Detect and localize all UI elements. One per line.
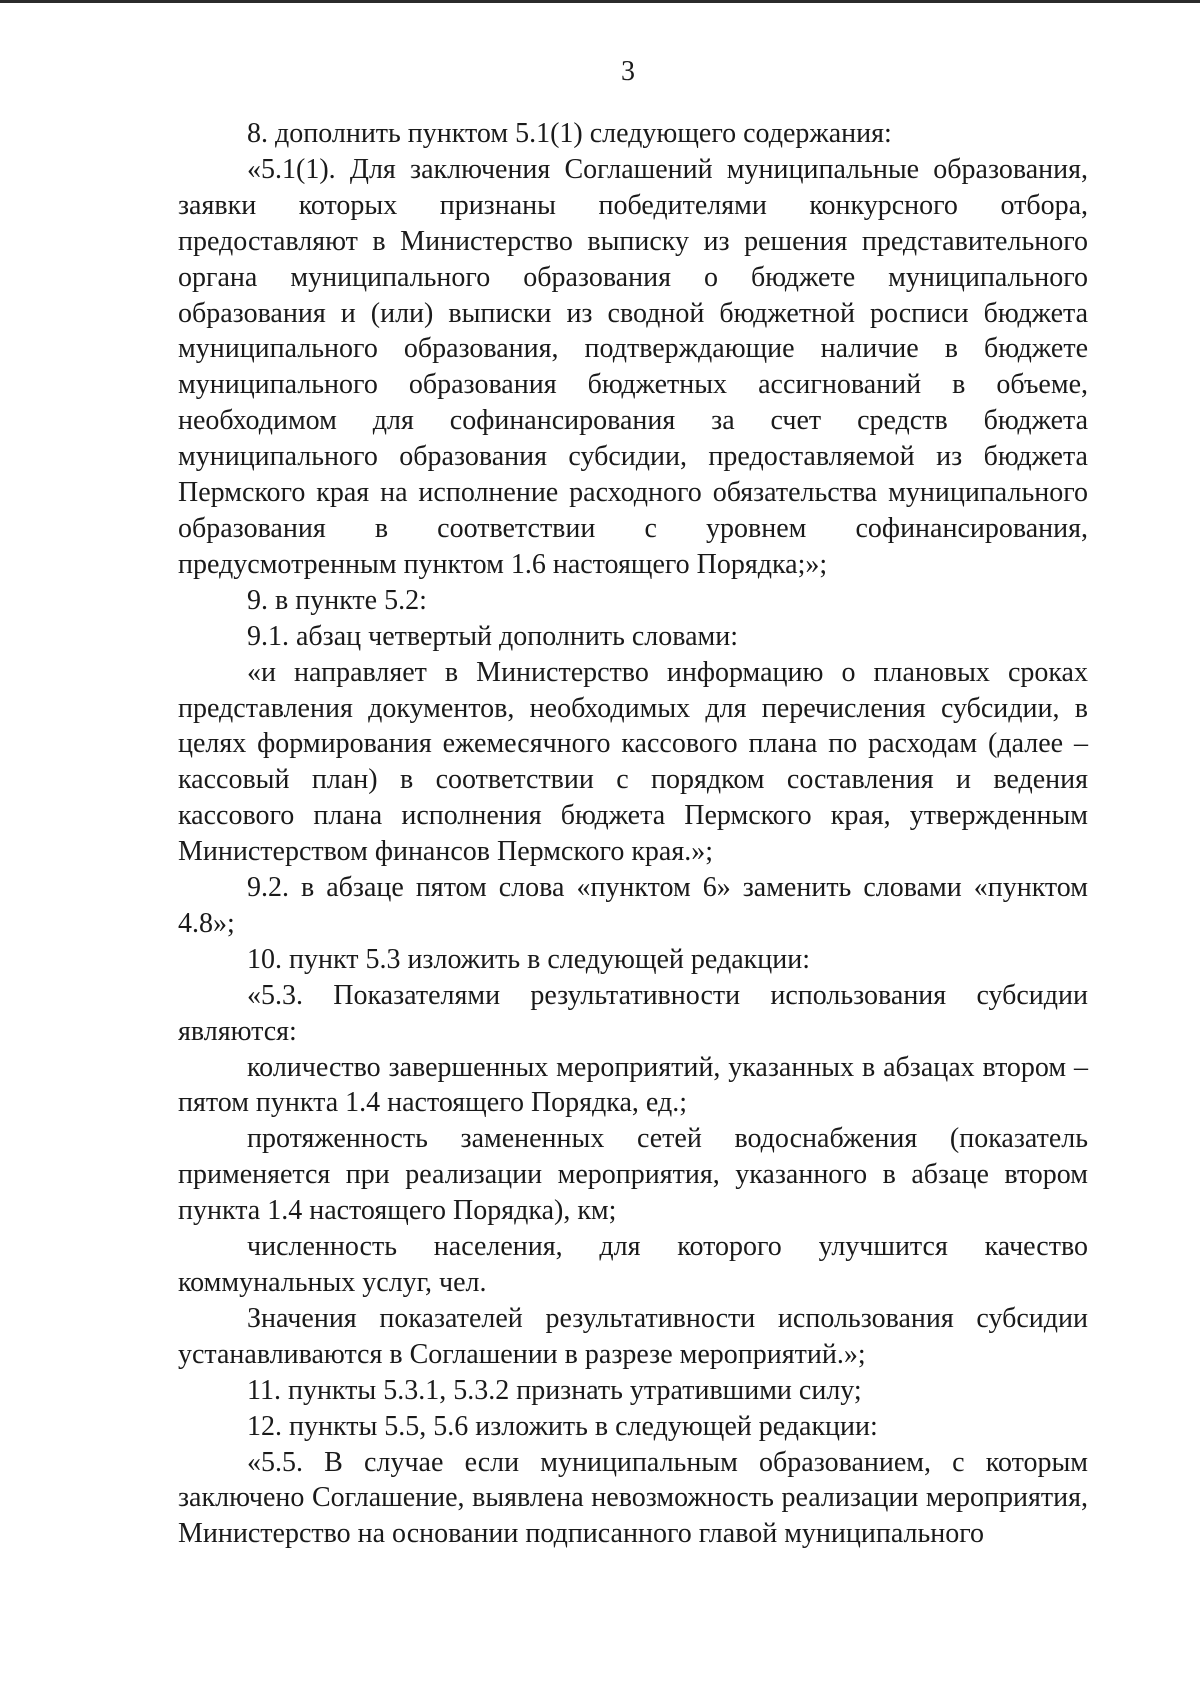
paragraph-item-9-1: 9.1. абзац четвертый дополнить словами: [247,620,739,652]
paragraph-item-8: 8. дополнить пунктом 5.1(1) следующего содержания: [247,118,892,149]
paragraph-item-5-3: «5.3. Показателями результативности использования субсидии являются: [178,979,1088,1047]
paragraph-item-11: 11. пункты 5.3.1, 5.3.2 признать утратившими силу; [247,1374,862,1406]
paragraph-item-12: 12. пункты 5.5, 5.6 изложить в следующей редакции: [247,1410,878,1442]
paragraph-indicator-networks: протяженность замененных сетей водоснабжения (показатель применяется при реализации мероприятия, указанного в абзаце втором пункта 1.4 настоящего Порядка), км; [178,1123,1088,1227]
paragraph-indicator-events: количество завершенных мероприятий, указанных в абзацах втором – пятом пункта 1.4 настоящего Порядка, ед.; [178,1051,1088,1119]
paragraph-item-5-1-1: «5.1(1). Для заключения Соглашений муниципальные образования, заявки которых признаны победителями конкурсного отбора, предоставляют в Министерство выписку из решения представительного органа муниципального образования о бюджете муниципального образования и (или) выписки из сводной бюджетной росписи бюджета муниципального образования, подтверждающие наличие в бюджете муниципального образования бюджетных ассигнований в объеме, необходимом для софинансирования за счет средств бюджета муниципального образования субсидии, предоставляемой из бюджета Пермского края на исполнение расходного обязательства муниципального образования в соответствии с уровнем софинансирования, предусмотренным пунктом 1.6 настоящего Порядка;»; [178,153,1088,580]
paragraph-item-9: 9. в пункте 5.2: [247,584,427,616]
paragraph-quote-9-1: «и направляет в Министерство информацию о плановых сроках представления документов, необходимых для перечисления субсидии, в целях формирования ежемесячного кассового плана по расходам (далее – кассовый план) в соответствии с порядком составления и ведения кассового плана исполнения бюджета Пермского края, утвержденным Министерством финансов Пермского края.»; [178,656,1088,868]
document-body [178,116,1088,1552]
paragraph-item-10: 10. пункт 5.3 изложить в следующей редакции: [247,943,810,975]
paragraph-indicator-population: численность населения, для которого улучшится качество коммунальных услуг, чел. [178,1231,1088,1298]
page-number: 3 [621,56,635,87]
paragraph-indicator-values: Значения показателей результативности использования субсидии устанавливаются в Соглашении в разрезе мероприятий.»; [178,1302,1088,1370]
paragraph-item-5-5: «5.5. В случае если муниципальным образованием, с которым заключено Соглашение, выявлена невозможность реализации мероприятия, Министерство на основании подписанного главой муниципального [178,1446,1088,1550]
scan-top-edge [0,0,1200,3]
paragraph-item-9-2: 9.2. в абзаце пятом слова «пунктом 6» заменить словами «пунктом 4.8»; [178,872,1088,939]
